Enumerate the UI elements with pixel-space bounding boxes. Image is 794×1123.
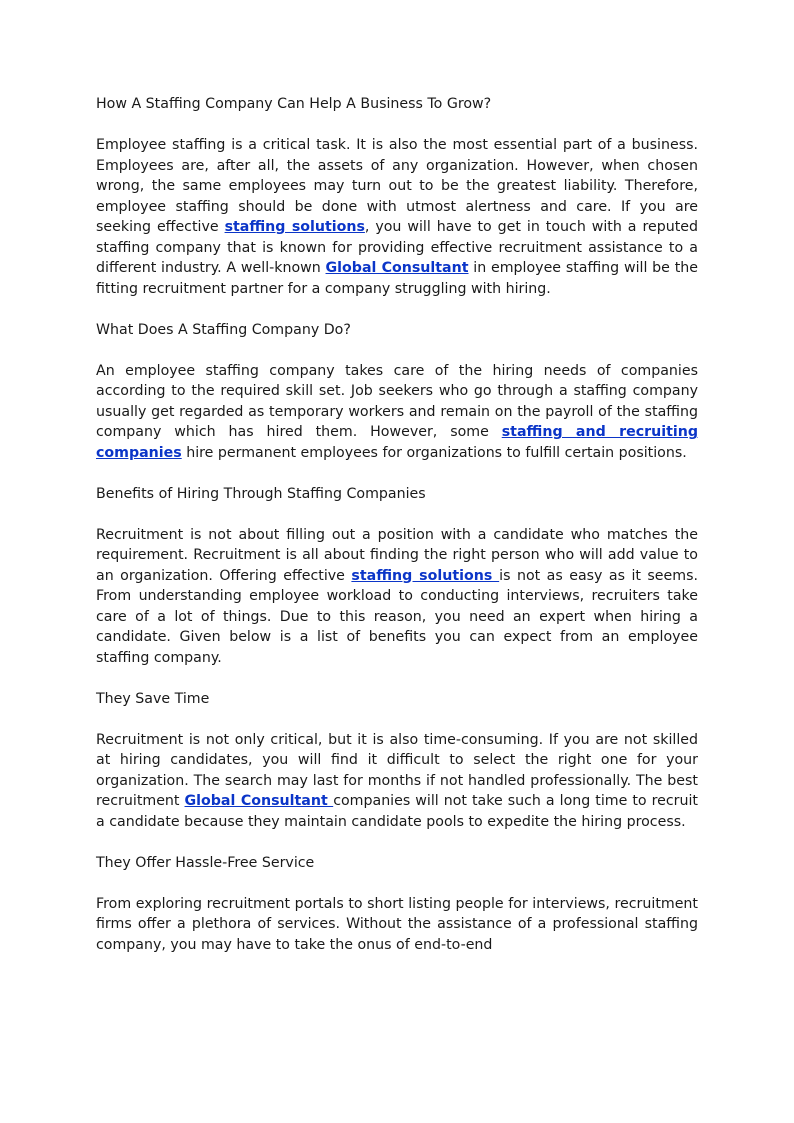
what-does-text-2: hire permanent employees for organizations to fulfill certain positions. (181, 444, 687, 461)
global-consultant-link-2[interactable]: Global Consultant (184, 793, 334, 809)
global-consultant-link[interactable]: Global Consultant (325, 260, 469, 276)
benefits-text-2: is not as easy as it seems. From understanding employee workload to conducting interviews, recruiters take care of a lot of things. Due to this reason, you need an expert when hiring a candidate. Given below is a list of benefits you can expect from an employee staffing company. (96, 567, 698, 666)
document-title: How A Staffing Company Can Help A Business To Grow? (96, 96, 492, 112)
section-heading-hassle-free: They Offer Hassle-Free Service (96, 854, 315, 871)
benefits-paragraph (96, 525, 698, 669)
staffing-recruiting-companies-link[interactable]: staffing and recruiting companies (96, 424, 698, 461)
intro-text-1: Employee staffing is a critical task. It is also the most essential part of a business. Employees are, after all, the assets of any organization. However, when chosen wrong, the same employees may turn out to be the greatest liability. Therefore, employee staffing should be done with utmost alertness and care. If you are seeking effective (96, 137, 698, 235)
save-time-paragraph (96, 730, 698, 833)
staffing-solutions-link[interactable]: staffing solutions (224, 219, 365, 235)
what-does-text-1: An employee staffing company takes care of the hiring needs of companies according to the required skill set. Job seekers who go through a staffing company usually get regarded as temporary workers and remain on the payroll of the staffing company which has hired them. However, some (96, 362, 698, 440)
staffing-solutions-link-2[interactable]: staffing solutions (351, 567, 500, 584)
save-time-text-1: Recruitment is not only critical, but it is also time-consuming. If you are not skilled at hiring candidates, you will find it difficult to select the right one for your organization. The search may last for months if not handled professionally. The best recruitment (96, 731, 698, 809)
save-time-text-2: companies will not take such a long time to recruit a candidate because they maintain candidate pools to expedite the hiring process. (96, 793, 698, 830)
section-heading-what-does: What Does A Staffing Company Do? (96, 321, 351, 338)
intro-text-2: , you will have to get in touch with a reputed staffing company that is known for providing effective recruitment assistance to a different industry. A well-known (96, 219, 698, 276)
intro-text-3: in employee staffing will be the fitting recruitment partner for a company struggling with hiring. (96, 260, 698, 297)
intro-paragraph (96, 135, 698, 299)
section-heading-save-time: They Save Time (96, 690, 210, 707)
benefits-text-1: Recruitment is not about filling out a position with a candidate who matches the requirement. Recruitment is all about finding the right person who will add value to an organization. Offering effective (96, 526, 698, 584)
what-does-paragraph (96, 361, 698, 464)
hassle-free-paragraph (96, 894, 698, 956)
section-heading-benefits: Benefits of Hiring Through Staffing Companies (96, 485, 426, 502)
hassle-free-text-1: From exploring recruitment portals to short listing people for interviews, recruitment firms offer a plethora of services. Without the assistance of a professional staffing company, you may have to take the onus of end-to-end (96, 895, 698, 953)
